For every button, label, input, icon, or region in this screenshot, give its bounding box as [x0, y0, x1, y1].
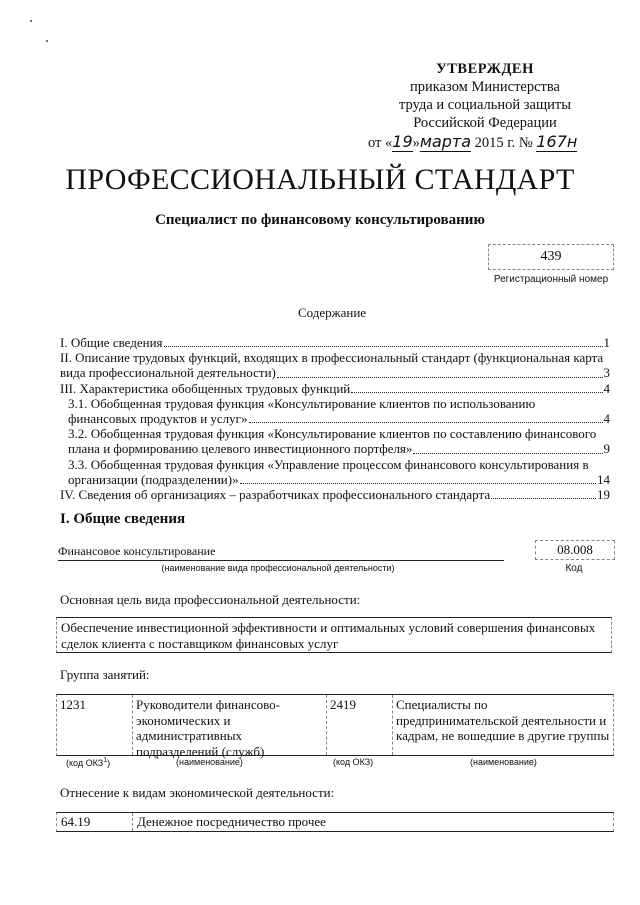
approval-block — [370, 60, 600, 132]
goal-box — [56, 617, 612, 653]
toc-item[interactable]: IV. Сведения об организациях – разработчиках профессионального стандарта 19 — [60, 487, 610, 503]
activity-kind-caption: (наименование вида профессиональной деятельности) — [161, 563, 395, 573]
toc-item[interactable]: организации (подразделении)» 14 — [68, 471, 610, 487]
toc-item[interactable]: I. Общие сведения 1 — [60, 335, 610, 350]
occupation-name-cell: Специалисты по предпринимательской деятельности и кадрам, не вошедшие в другие группы — [396, 697, 610, 743]
order-month-handwritten: марта — [419, 132, 472, 151]
order-year: 2015 г. — [474, 135, 516, 151]
registration-number-box: 439 — [488, 244, 614, 270]
order-date-line — [368, 132, 577, 152]
econ-activity-table — [56, 812, 614, 832]
order-number-handwritten: 167н — [536, 132, 578, 151]
goal-label: Основная цель вида профессиональной деятельности: — [60, 592, 361, 607]
order-from: от « — [368, 135, 393, 151]
page-title: ПРОФЕССИОНАЛЬНЫЙ СТАНДАРТ — [65, 163, 575, 196]
order-number-label: № — [518, 135, 533, 151]
toc-item[interactable]: вида профессиональной деятельности) 3 — [60, 365, 610, 381]
approval-title: УТВЕРЖДЕН — [436, 61, 534, 77]
order-day-handwritten: 19 — [392, 132, 413, 151]
okved-name-cell: Денежное посредничество прочее — [137, 814, 326, 829]
toc-item[interactable]: финансовых продуктов и услуг» 4 — [68, 411, 610, 427]
registration-number-label: Регистрационный номер — [493, 274, 609, 285]
toc-item[interactable]: 3.3. Обобщенная трудовая функция «Управление процессом финансового консультирования в — [68, 456, 589, 472]
okz-code-caption: (код ОКЗ$^1$) — [66, 757, 111, 768]
approval-line: труда и социальной защиты — [399, 97, 571, 113]
contents-title: Содержание — [297, 305, 367, 320]
occupation-group-label: Группа занятий: — [60, 667, 150, 682]
table-of-contents — [60, 335, 610, 502]
econ-activity-label: Отнесение к видам экономической деятельности: — [60, 785, 335, 800]
goal-text-line: сделок клиента с поставщиком финансовых услуг — [61, 636, 339, 651]
okz-name-caption: (наименование) — [176, 757, 243, 767]
okz-name-caption: (наименование) — [470, 757, 537, 767]
occupation-code-cell: 2419 — [327, 695, 393, 755]
section-heading: I. Общие сведения — [60, 511, 186, 527]
scan-speck — [30, 20, 32, 22]
goal-text-line: Обеспечение инвестиционной эффективности и оптимальных условий совершения финансовых — [61, 620, 596, 635]
toc-item[interactable]: 3.2. Обобщенная трудовая функция «Консультирование клиентов по составлению финансового — [68, 426, 597, 442]
activity-kind-field: Финансовое консультирование — [58, 544, 504, 561]
occupation-table — [56, 694, 614, 759]
activity-code-caption: Код — [565, 563, 583, 574]
approval-line: приказом Министерства — [410, 79, 560, 95]
toc-item[interactable]: плана и формированию целевого инвестиционного портфеля» 9 — [68, 441, 610, 457]
okved-code-cell: 64.19 — [57, 813, 133, 831]
occupation-name-cell: Руководители финансово-экономических и административных подразделений (служб) — [133, 695, 327, 755]
activity-code-box: 08.008 — [535, 540, 615, 560]
approval-line: Российской Федерации — [413, 115, 557, 131]
occupation-code-cell: 1231 — [57, 695, 133, 755]
standard-subtitle: Специалист по финансовому консультированию — [155, 212, 485, 228]
toc-item[interactable]: III. Характеристика обобщенных трудовых функций 4 — [60, 380, 610, 396]
scan-speck — [46, 40, 48, 42]
toc-item[interactable]: II. Описание трудовых функций, входящих в профессиональный стандарт (функциональная карта — [60, 350, 604, 366]
order-quote-close: » — [412, 135, 420, 151]
okz-code-caption: (код ОКЗ) — [333, 757, 374, 767]
toc-item[interactable]: 3.1. Обобщенная трудовая функция «Консультирование клиентов по использованию — [68, 395, 536, 411]
